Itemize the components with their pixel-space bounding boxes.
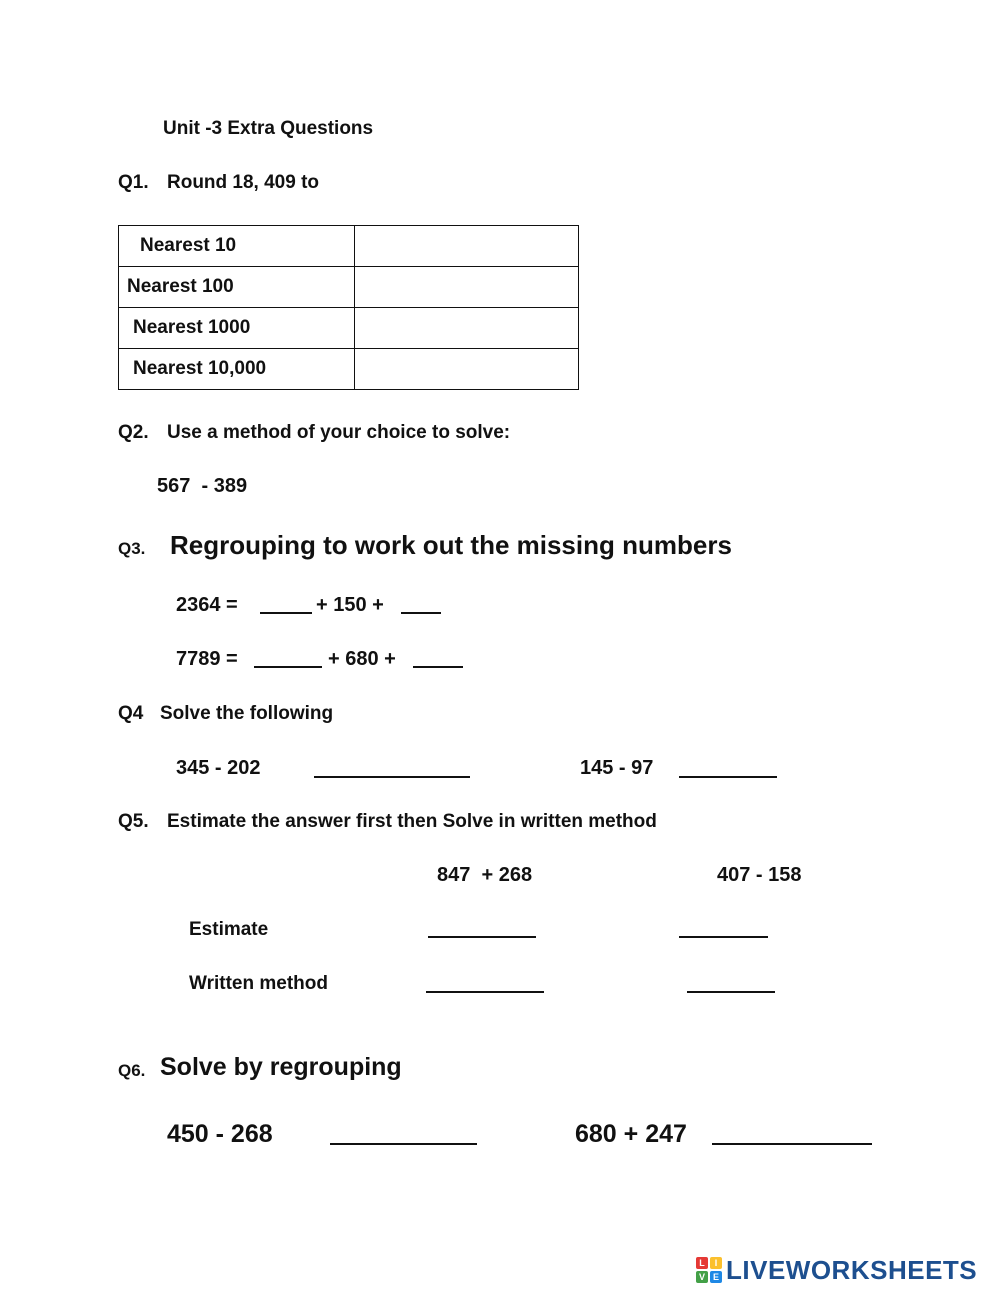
q5-column-1: 847 + 268 — [437, 864, 533, 886]
q3-line2-mid: + 680 + — [328, 648, 396, 670]
q5-written-2[interactable] — [687, 970, 775, 992]
nearest-10-input[interactable] — [355, 226, 578, 266]
q4-text: Solve the following — [160, 703, 334, 724]
logo-mark-icon — [696, 1257, 722, 1283]
q5-label: Q5. — [118, 811, 149, 832]
q4-answer-2[interactable] — [679, 755, 777, 777]
logo-letter: I — [710, 1257, 722, 1269]
q4-problem-1: 345 - 202 — [176, 757, 261, 779]
q3-line2-blank-2[interactable] — [413, 646, 463, 668]
q3-label: Q3. — [118, 539, 146, 558]
q3-text: Regrouping to work out the missing numbers — [170, 530, 732, 560]
rounding-table — [118, 225, 579, 390]
q3-line1-blank-2[interactable] — [401, 592, 441, 614]
q4-problem-2: 145 - 97 — [580, 757, 654, 779]
answer-underline — [687, 991, 775, 993]
table-row — [119, 308, 579, 349]
rounding-answer-cell[interactable] — [355, 226, 579, 267]
logo-text: LIVEWORKSHEETS — [726, 1254, 978, 1285]
rounding-answer-cell[interactable] — [355, 267, 579, 308]
answer-underline — [426, 991, 544, 993]
logo-letter: V — [696, 1271, 708, 1283]
rounding-answer-cell[interactable] — [355, 349, 579, 390]
nearest-100-input[interactable] — [355, 267, 578, 307]
q5-column-2: 407 - 158 — [717, 864, 802, 886]
answer-underline — [260, 612, 312, 614]
rounding-label: Nearest 1000 — [119, 308, 355, 349]
rounding-label: Nearest 10 — [119, 226, 355, 267]
logo-letter: L — [696, 1257, 708, 1269]
q4-label: Q4 — [118, 703, 144, 724]
q6-problem-1: 450 - 268 — [167, 1120, 273, 1148]
answer-underline — [401, 612, 441, 614]
q3-line1-blank-1[interactable] — [260, 592, 312, 614]
q1-label: Q1. — [118, 172, 149, 193]
q6-answer-1[interactable] — [330, 1120, 477, 1142]
answer-underline — [428, 936, 536, 938]
table-row — [119, 349, 579, 390]
q6-answer-2[interactable] — [712, 1120, 872, 1142]
q3-line2-left: 7789 = — [176, 648, 238, 670]
answer-underline — [330, 1143, 477, 1145]
answer-underline — [712, 1143, 872, 1145]
q5-row-estimate: Estimate — [189, 919, 269, 940]
q2-label: Q2. — [118, 422, 149, 443]
q5-estimate-2[interactable] — [679, 915, 768, 937]
q2-text: Use a method of your choice to solve: — [167, 422, 511, 443]
q5-text: Estimate the answer first then Solve in written method — [167, 811, 657, 832]
q3-line1-left: 2364 = — [176, 594, 238, 616]
rounding-answer-cell[interactable] — [355, 308, 579, 349]
q2-problem: 567 - 389 — [157, 475, 248, 497]
rounding-label: Nearest 10,000 — [119, 349, 355, 390]
page-title: Unit -3 Extra Questions — [163, 118, 374, 139]
table-row — [119, 226, 579, 267]
answer-underline — [679, 936, 768, 938]
q5-estimate-1[interactable] — [428, 915, 536, 937]
liveworksheets-logo — [696, 1255, 977, 1285]
q3-line2-blank-1[interactable] — [254, 646, 322, 668]
answer-underline — [413, 666, 463, 668]
nearest-10000-input[interactable] — [355, 349, 578, 389]
q6-problem-2: 680 + 247 — [575, 1120, 687, 1148]
q3-line1-mid: + 150 + — [316, 594, 384, 616]
nearest-1000-input[interactable] — [355, 308, 578, 348]
rounding-label: Nearest 100 — [119, 267, 355, 308]
q5-row-written: Written method — [189, 973, 328, 994]
answer-underline — [679, 776, 777, 778]
q1-text: Round 18, 409 to — [167, 172, 320, 193]
q4-answer-1[interactable] — [314, 755, 470, 777]
answer-underline — [254, 666, 322, 668]
q5-written-1[interactable] — [426, 970, 544, 992]
q6-text: Solve by regrouping — [160, 1053, 402, 1081]
q6-label: Q6. — [118, 1061, 146, 1080]
table-row — [119, 267, 579, 308]
logo-letter: E — [710, 1271, 722, 1283]
answer-underline — [314, 776, 470, 778]
